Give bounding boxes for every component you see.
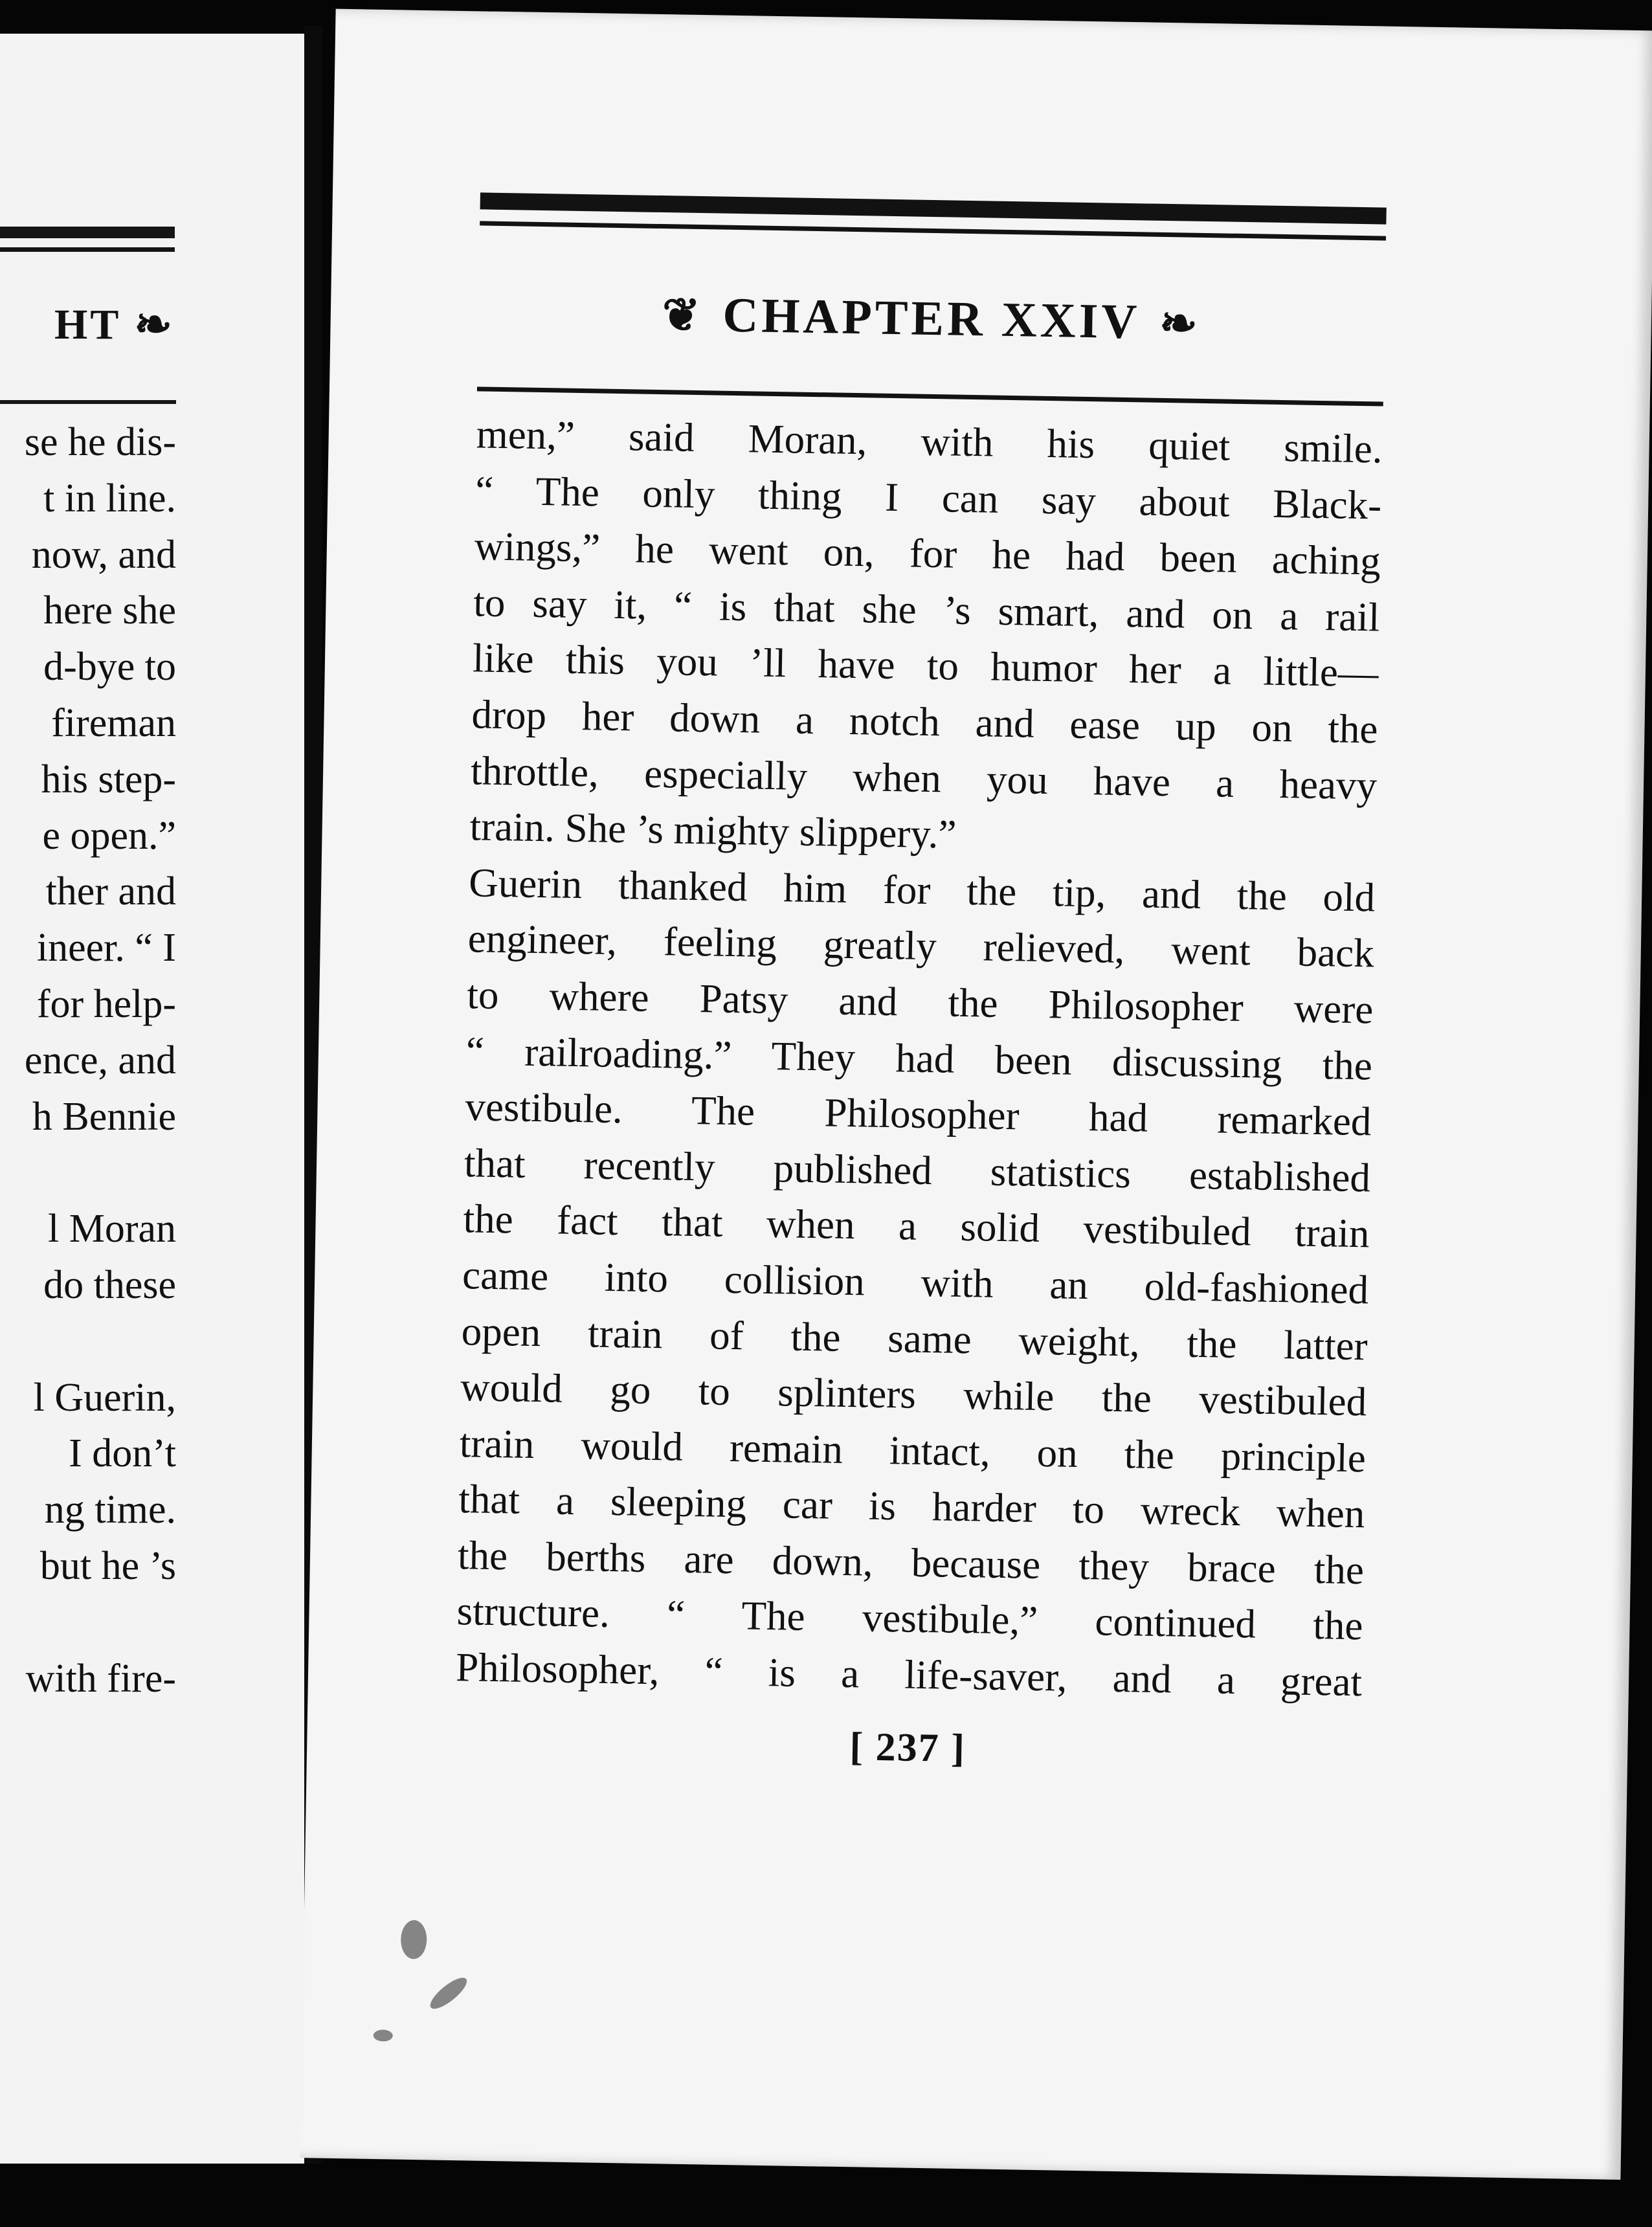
left-text-line: d-bye to [43, 645, 176, 689]
text-line: would go to splinters while the vestibuled [460, 1364, 1367, 1425]
left-text-line: ng time. [44, 1488, 176, 1532]
text-line: “ The only thing I can say about Black- [474, 467, 1382, 528]
text-line: men,” said Moran, with his quiet smile. [476, 411, 1383, 472]
scan-smudge [401, 1920, 427, 1960]
text-line: the fact that when a solid vestibuled train [463, 1196, 1370, 1257]
left-text-line: t in line. [43, 476, 176, 520]
left-running-head-text: HT [54, 301, 122, 348]
left-text-line: but he ’s [39, 1543, 176, 1588]
left-text-line: ineer. “ I [36, 926, 176, 970]
text-line: wings,” he went on, for he had been aching [474, 523, 1381, 584]
text-line: throttle, especially when you have a heavy [470, 747, 1378, 809]
page-number: [ 237 ] [849, 1725, 966, 1771]
text-line: open train of the same weight, the latter [461, 1308, 1368, 1369]
left-text-line: for help- [36, 981, 176, 1026]
left-text-line: I don’t [69, 1431, 176, 1476]
left-text-line: l Guerin, [33, 1375, 176, 1420]
fleuron-right-icon: ❧ [1159, 298, 1201, 350]
left-header-rule-bottom [0, 400, 176, 404]
text-line: drop her down a notch and ease up on the [471, 691, 1379, 752]
text-line: that recently published statistics established [463, 1139, 1371, 1201]
left-text-line: now, and [31, 532, 176, 577]
text-line: to say it, “ is that she ’s smart, and on a rail [473, 579, 1380, 640]
left-header-rule-thin [0, 247, 175, 252]
left-text-line [0, 1145, 176, 1201]
header-rule-bottom [477, 386, 1383, 406]
text-line: to where Patsy and the Philosopher were [466, 972, 1374, 1033]
text-line: “ railroading.” They had been discussing the [465, 1027, 1373, 1088]
text-line: train would remain intact, on the principle [459, 1420, 1367, 1481]
text-line: vestibule. The Philosopher had remarked [464, 1084, 1372, 1145]
left-text-line [0, 1595, 176, 1651]
text-line: structure. “ The vestibule,” continued the [456, 1588, 1364, 1649]
left-text-line: with fire- [25, 1656, 176, 1701]
right-page [300, 9, 1652, 2180]
left-text-line: e open.” [42, 813, 176, 858]
left-text-line [0, 1314, 176, 1370]
left-text-line: ther and [45, 869, 176, 914]
left-text-line: ence, and [24, 1038, 176, 1082]
text-line: came into collision with an old-fashioned [462, 1252, 1369, 1313]
body-text [455, 406, 1383, 1710]
chapter-heading [478, 283, 1385, 357]
fleuron-right-icon: ❧ [134, 300, 175, 351]
left-text-line: l Moran [47, 1207, 176, 1251]
scan-smudge [426, 1973, 471, 2014]
chapter-title: CHAPTER XXIV [722, 287, 1141, 350]
text-line: Philosopher, “ is a life-saver, and a great [455, 1644, 1363, 1705]
text-line: train. She ’s mighty slippery.” [469, 803, 957, 857]
left-text-line: here she [43, 588, 176, 633]
header-rule-thick [480, 192, 1387, 224]
left-header-rule-thick [0, 227, 175, 238]
left-text-line: se he dis- [24, 420, 176, 464]
fleuron-left-icon: ❦ [662, 291, 704, 342]
header-rule-thin [480, 221, 1386, 240]
left-running-head [0, 300, 175, 355]
text-line: Guerin thanked him for the tip, and the old [468, 859, 1376, 921]
left-text-line: do these [43, 1262, 176, 1307]
left-text-line: his step- [41, 757, 176, 801]
left-text-block [0, 414, 176, 1707]
text-line: that a sleeping car is harder to wreck when [458, 1476, 1365, 1537]
left-page [0, 34, 318, 2164]
left-text-line: fireman [51, 700, 176, 745]
left-text-line: h Bennie [32, 1094, 176, 1139]
text-line: like this you ’ll have to humor her a little— [472, 635, 1379, 696]
text-line: the berths are down, because they brace the [457, 1532, 1365, 1593]
text-line: engineer, feeling greatly relieved, went back [467, 915, 1375, 976]
scan-smudge [374, 2030, 393, 2041]
